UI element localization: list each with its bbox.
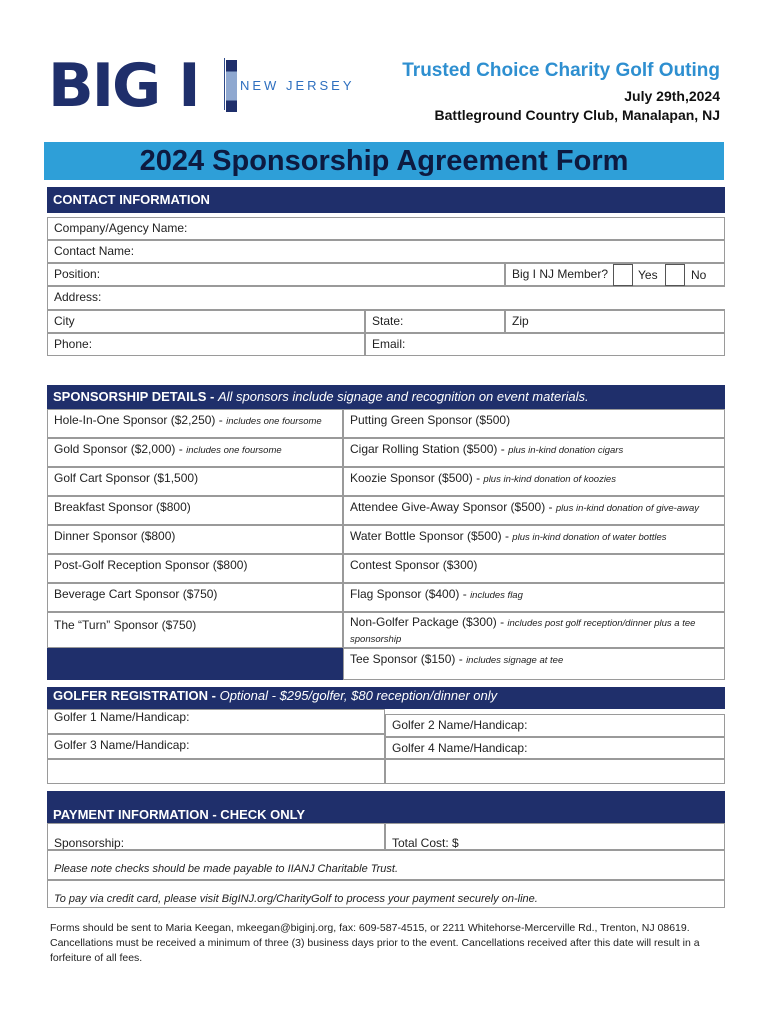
sponsor-option-putting-green[interactable]: Putting Green Sponsor ($500) [343,409,725,438]
sponsor-option-golf-cart[interactable]: Golf Cart Sponsor ($1,500) [47,467,343,496]
golfer-extra-row-right[interactable] [385,759,725,784]
credit-card-note: To pay via credit card, please visit BigINJ.org/CharityGolf to process your payment securely on-line. [47,880,725,908]
position-label: Position: [54,267,101,281]
no-label: No [691,268,707,282]
golfer-4-label: Golfer 4 Name/Handicap: [392,741,528,755]
phone-field[interactable] [47,333,365,356]
contact-name-label: Contact Name: [54,244,135,258]
big-i-logo [48,51,199,121]
member-question-label: Big I NJ Member? [512,267,609,281]
golfer-1-field[interactable] [47,709,385,734]
golfer-3-field[interactable] [47,734,385,759]
golfer-extra-row-left[interactable] [47,759,385,784]
sponsor-option-contest[interactable]: Contest Sponsor ($300) [343,554,725,583]
sponsor-option-cigar[interactable]: Cigar Rolling Station ($500) - plus in-kind donation cigars [343,438,725,467]
checks-note: Please note checks should be made payable to IIANJ Charitable Trust. [47,850,725,880]
sponsor-option-gold[interactable]: Gold Sponsor ($2,000) - includes one foursome [47,438,343,467]
company-label: Company/Agency Name: [54,221,188,235]
phone-label: Phone: [54,337,93,351]
state-field[interactable] [365,310,505,333]
sponsor-option-koozie[interactable]: Koozie Sponsor ($500) - plus in-kind donation of koozies [343,467,725,496]
sponsorship-amount-label: Sponsorship: [54,836,125,850]
event-title: Trusted Choice Charity Golf Outing [402,60,720,81]
form-title: 2024 Sponsorship Agreement Form [44,142,724,180]
submission-instructions: Forms should be sent to Maria Keegan, mkeegan@biginj.org, fax: 609-587-4515, or 2211 Whitehorse-Mercerville Rd., Trenton, NJ 08619. Cancellations must be received a minimum of three (3) business days prior to the event. Cancellations received after this date will result in a forfeiture of all fees. [50,922,700,964]
golfer-3-label: Golfer 3 Name/Handicap: [54,738,190,752]
yes-label: Yes [638,268,658,282]
sponsor-option-hole-in-one[interactable]: Hole-In-One Sponsor ($2,250) - includes one foursome [47,409,343,438]
payment-section-heading: PAYMENT INFORMATION - CHECK ONLY [47,791,725,823]
sponsor-option-non-golfer[interactable]: Non-Golfer Package ($300) - includes post golf reception/dinner plus a tee sponsorship [343,612,725,648]
address-label: Address: [54,290,102,304]
contact-section-heading: CONTACT INFORMATION [47,187,725,213]
email-label: Email: [372,337,406,351]
logo-subtitle: NEW JERSEY [240,78,355,93]
company-field[interactable] [47,217,725,240]
zip-field[interactable] [505,310,725,333]
contact-name-field[interactable] [47,240,725,263]
sponsor-option-give-away[interactable]: Attendee Give-Away Sponsor ($500) - plus in-kind donation of give-away [343,496,725,525]
sponsorship-amount-field[interactable] [47,823,385,850]
email-field[interactable] [365,333,725,356]
total-cost-field[interactable] [385,823,725,850]
city-field[interactable] [47,310,365,333]
logo-accent-bar [226,60,237,112]
event-venue: Battleground Country Club, Manalapan, NJ [434,107,720,123]
sponsor-option-reception[interactable]: Post-Golf Reception Sponsor ($800) [47,554,343,583]
sponsorship-filler-block [47,648,343,680]
golfer-4-field[interactable] [385,737,725,759]
zip-label: Zip [512,314,529,328]
logo-text: BIG I [48,51,199,121]
sponsor-option-water-bottle[interactable]: Water Bottle Sponsor ($500) - plus in-kind donation of water bottles [343,525,725,554]
city-label: City [54,314,75,328]
sponsor-option-turn[interactable]: The “Turn” Sponsor ($750) [47,612,343,648]
sponsor-option-flag[interactable]: Flag Sponsor ($400) - includes flag [343,583,725,612]
golfer-1-label: Golfer 1 Name/Handicap: [54,710,190,724]
sponsor-option-beverage-cart[interactable]: Beverage Cart Sponsor ($750) [47,583,343,612]
logo-divider [224,58,225,110]
address-field[interactable] [47,286,725,310]
event-date: July 29th,2024 [624,88,720,104]
position-field[interactable] [47,263,505,286]
member-no-checkbox[interactable] [665,264,685,286]
sponsorship-section-heading: SPONSORSHIP DETAILS - All sponsors include signage and recognition on event materials. [47,385,725,409]
sponsor-option-dinner[interactable]: Dinner Sponsor ($800) [47,525,343,554]
state-label: State: [372,314,404,328]
golfer-section-heading: GOLFER REGISTRATION - Optional - $295/golfer, $80 reception/dinner only [47,687,725,709]
sponsor-option-tee[interactable]: Tee Sponsor ($150) - includes signage at tee [343,648,725,680]
golfer-2-label: Golfer 2 Name/Handicap: [392,718,528,732]
golfer-2-field[interactable] [385,714,725,737]
total-cost-label: Total Cost: $ [392,836,459,850]
member-yes-checkbox[interactable] [613,264,633,286]
sponsor-option-breakfast[interactable]: Breakfast Sponsor ($800) [47,496,343,525]
